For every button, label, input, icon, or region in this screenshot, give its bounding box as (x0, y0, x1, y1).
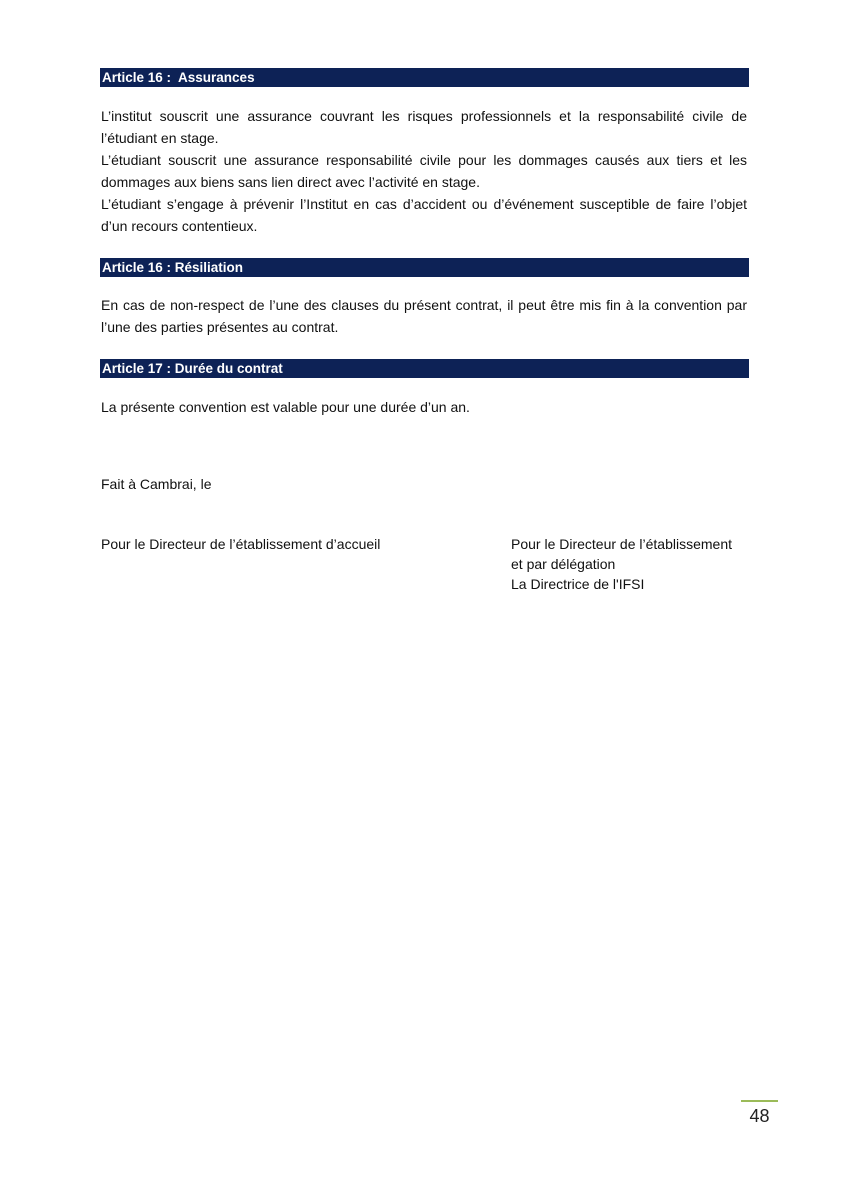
signature-right-line: La Directrice de l'IFSI (511, 576, 645, 592)
text-line: En cas de non-respect de l’une des clauses du présent contrat, il peut être mis fin à la convention par (101, 297, 747, 313)
article-16-assurances-heading: Article 16 : Assurances (100, 68, 749, 87)
text-line: l’une des parties présentes au contrat. (101, 319, 339, 335)
place-date (101, 474, 211, 494)
text-line: L’institut souscrit une assurance couvrant les risques professionnels et la responsabilité civile de (101, 108, 747, 124)
text-line: L’étudiant souscrit une assurance responsabilité civile pour les dommages causés aux tiers et les (101, 152, 747, 168)
text-line: l’étudiant en stage. (101, 130, 219, 146)
text-line: d’un recours contentieux. (101, 218, 258, 234)
article-16-assurances-text (101, 105, 747, 237)
place-date-text: Fait à Cambrai, le (101, 476, 212, 492)
text-line: La présente convention est valable pour une durée d’un an. (101, 399, 470, 415)
signature-right-line: Pour le Directeur de l’établissement (511, 536, 732, 552)
text-line: dommages aux biens sans lien direct avec l’activité en stage. (101, 174, 480, 190)
page-number-rule (741, 1100, 778, 1102)
signature-left-line: Pour le Directeur de l’établissement d’accueil (101, 536, 381, 552)
article-17-duree-heading: Article 17 : Durée du contrat (100, 359, 749, 378)
article-16-resiliation-heading: Article 16 : Résiliation (100, 258, 749, 277)
text-line: L’étudiant s’engage à prévenir l’Institut en cas d’accident ou d’événement susceptible de faire l’objet (101, 196, 747, 212)
signature-block-right (511, 534, 732, 594)
article-17-duree-text (101, 396, 747, 418)
article-16-resiliation-text (101, 294, 747, 338)
signature-block-left (101, 534, 380, 554)
signature-right-line: et par délégation (511, 556, 616, 572)
page-number: 48 (749, 1106, 770, 1126)
